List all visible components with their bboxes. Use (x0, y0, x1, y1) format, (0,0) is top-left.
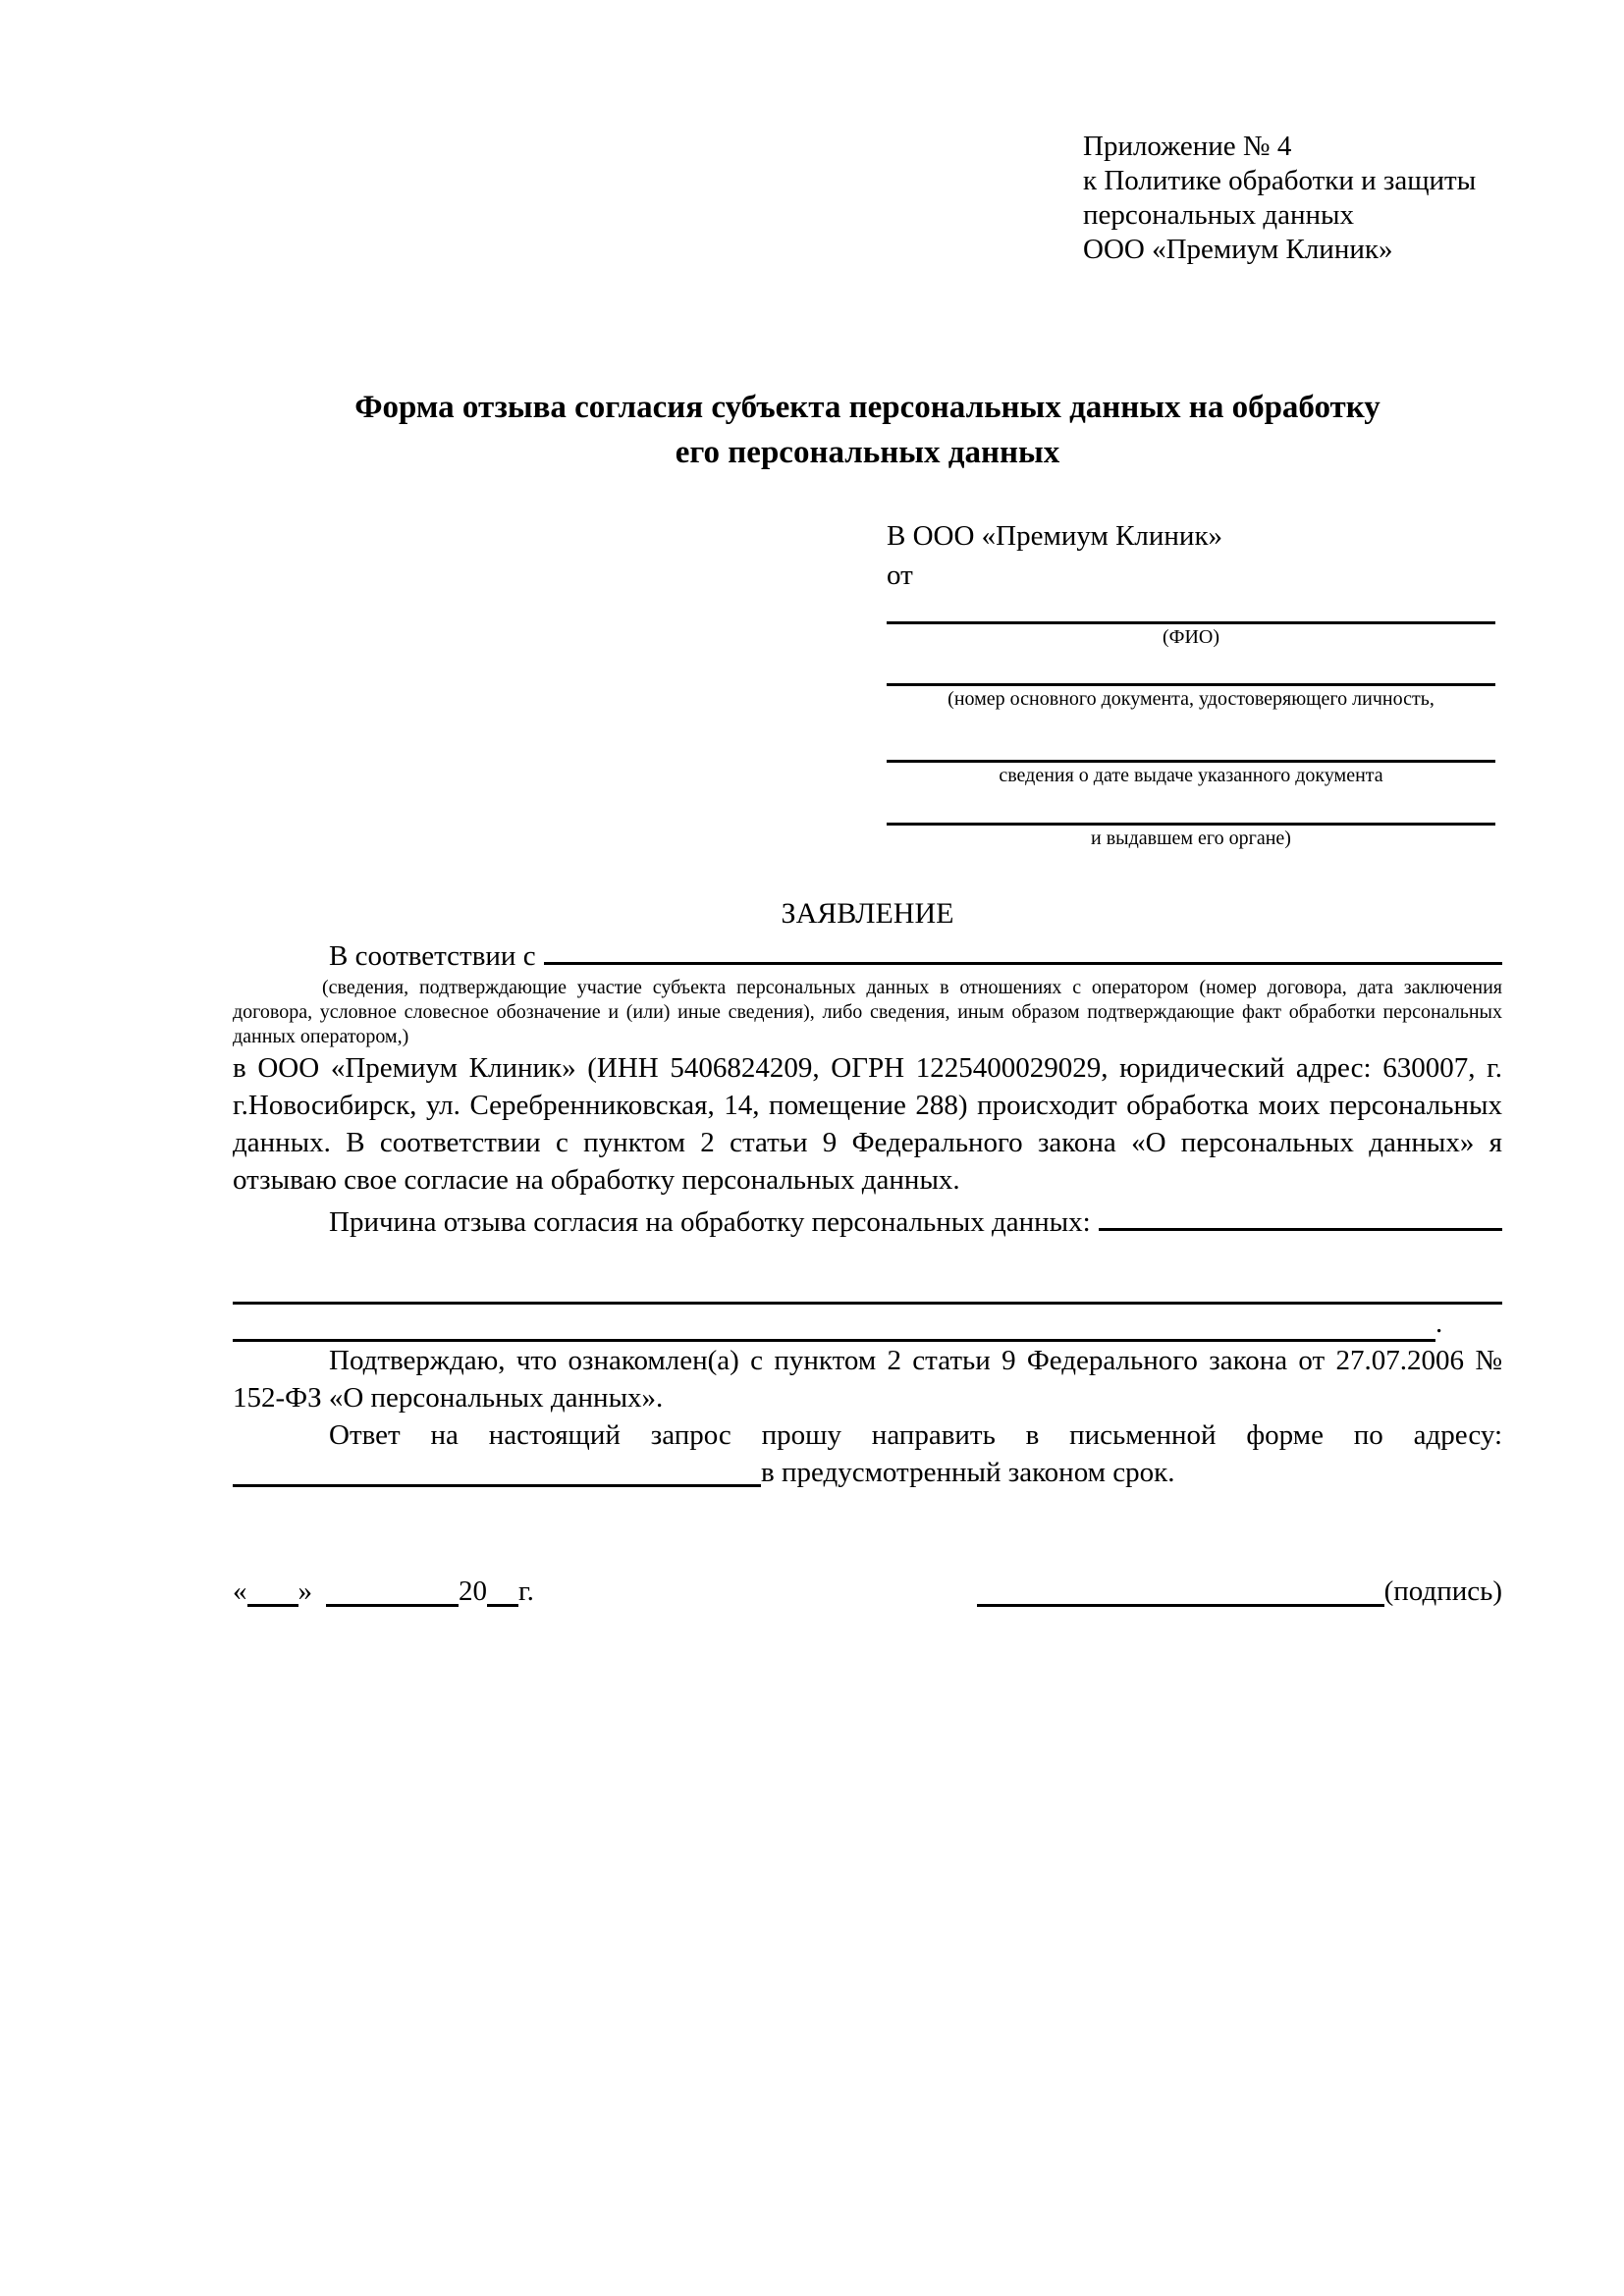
reply-address-row (233, 1454, 1502, 1491)
date-quote-open: « (233, 1575, 247, 1607)
reply-address-blank-line (233, 1455, 761, 1487)
statement-content (233, 895, 1502, 1611)
addressee-to: В ООО «Премиум Клиник» (887, 520, 1223, 552)
date-year-prefix: 20 (459, 1575, 487, 1607)
fio-label: (ФИО) (1162, 626, 1219, 648)
date-quote-close: » (298, 1575, 312, 1607)
reason-blank-line-3-row (233, 1305, 1502, 1342)
reply-request-paragraph: Ответ на настоящий запрос прошу направить в письменной форме по адресу: (329, 1419, 1502, 1451)
reason-period: . (1435, 1308, 1443, 1339)
date-month-blank (326, 1575, 459, 1607)
reply-tail-text: в предусмотренный законом срок. (761, 1457, 1175, 1488)
date-group (233, 1572, 534, 1611)
date-day-blank (247, 1575, 298, 1607)
appendix-policy-line-2: персональных данных (1083, 199, 1355, 231)
reason-label: Причина отзыва согласия на обработку персональных данных: (329, 1206, 1091, 1238)
document-title (233, 385, 1502, 475)
statement-body: в ООО «Премиум Клиник» (ИНН 5406824209, ОГРН 1225400029029, юридический адрес: 630007, г. г.Новосибирск, ул. Серебренниковская, 14, помещение 288) происходит обработка моих персональных данных. В соответствии с пунктом 2 статьи 9 Федерального закона «О персональных данных» я отзываю свое согласие на обработку персональных данных. (233, 1052, 1502, 1196)
date-signature-row (233, 1572, 1502, 1611)
signature-label: (подпись) (1383, 1575, 1502, 1607)
appendix-number: Приложение № 4 (1083, 131, 1292, 162)
addressee-block (887, 516, 1495, 851)
basis-blank-line (544, 933, 1502, 965)
date-year-suffix: г. (518, 1575, 534, 1607)
intro-row (233, 933, 1502, 976)
signature-group (977, 1572, 1502, 1611)
appendix-header (1083, 130, 1554, 267)
reason-row (233, 1199, 1502, 1241)
doc-issuer-label: и выдавшем его органе) (1091, 828, 1291, 849)
date-year-blank (487, 1575, 518, 1607)
signature-blank-line (977, 1575, 1384, 1607)
statement-heading: ЗАЯВЛЕНИЕ (781, 897, 954, 930)
doc-number-label: (номер основного документа, удостоверяющего личность, (947, 688, 1435, 710)
document-title-line-2: его персональных данных (675, 435, 1060, 470)
reason-blank-line-3 (233, 1308, 1435, 1342)
intro-label: В соответствии с (329, 940, 536, 972)
appendix-policy-line: к Политике обработки и защиты (1083, 165, 1477, 196)
document-title-line-1: Форма отзыва согласия субъекта персональных данных на обработку (354, 390, 1380, 425)
reason-blank-line (1099, 1199, 1502, 1231)
addressee-from: от (887, 560, 913, 591)
appendix-company: ООО «Премиум Клиник» (1083, 234, 1393, 265)
doc-issue-date-label: сведения о дате выдаче указанного документа (999, 765, 1383, 786)
fine-print-note: (сведения, подтверждающие участие субъекта персональных данных в отношениях с оператором (номер договора, дата заключения договора, условное словесное обозначение и (или) иные сведения), либо сведения, иным образом подтверждающие факт обработки персональных данных оператором,) (233, 977, 1502, 1047)
confirmation-paragraph: Подтверждаю, что ознакомлен(а) с пунктом 2 статьи 9 Федерального закона от 27.07.2006 № 152-ФЗ «О персональных данных». (233, 1345, 1502, 1414)
